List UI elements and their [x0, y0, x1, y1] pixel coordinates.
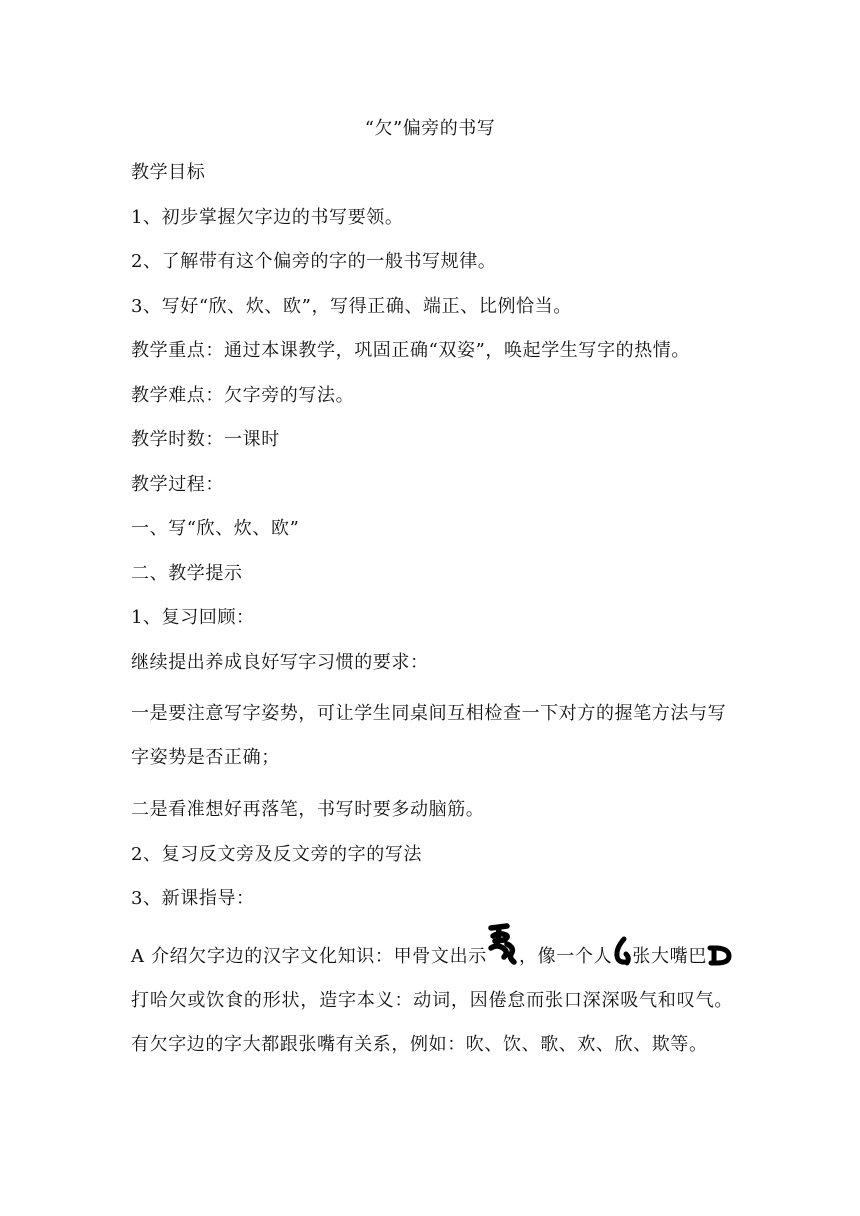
- paragraph-key-point: 教学重点：通过本课教学，巩固正确“双姿”，唤起学生写字的热情。: [131, 340, 691, 361]
- person-glyph-icon: [612, 936, 632, 968]
- paragraph-think-first: 二是看准想好再落笔，书写时要多动脑筋。: [131, 799, 485, 820]
- paragraph-teaching-goals: 教学目标: [131, 162, 206, 183]
- paragraph-culture-knowledge: [131, 922, 733, 1067]
- paragraph-review: 1、复习回顾：: [131, 607, 255, 628]
- paragraph-goal-3: 3、写好“欣、炊、欧”，写得正确、端正、比例恰当。: [131, 295, 572, 317]
- document-title: “欠”偏旁的书写: [364, 118, 496, 139]
- culture-text-part1: A 介绍欠字边的汉字文化知识：甲骨文出示: [131, 946, 487, 967]
- open-mouth-glyph-icon: [707, 944, 733, 968]
- paragraph-step-1: 一、写“欣、炊、欧”: [131, 518, 300, 539]
- culture-text-part2: ，像一个人: [518, 946, 613, 967]
- paragraph-posture: 一是要注意写字姿势，可让学生同桌间互相检查一下对方的握笔方法与写字姿势是否正确；: [131, 703, 727, 768]
- paragraph-goal-2: 2、了解带有这个偏旁的字的一般书写规律。: [131, 251, 497, 272]
- culture-text-part4: 打哈欠或饮食的形状，造字本义：动词，因倦怠而张口深深吸气和叹气。有欠字边的字大都跟张嘴有关系，例如：吹、饮、歌、欢、欣、欺等。: [131, 990, 733, 1055]
- paragraph-process: 教学过程：: [131, 473, 224, 495]
- oracle-bone-qian-icon: [487, 922, 519, 968]
- paragraph-difficulty: 教学难点：欠字旁的写法。: [131, 384, 355, 406]
- document-body: [131, 158, 731, 929]
- paragraph-goal-1: 1、初步掌握欠字边的书写要领。: [131, 206, 404, 228]
- paragraph-step-2: 二、教学提示: [131, 562, 243, 584]
- paragraph-habit-requirements: 继续提出养成良好写字习惯的要求：: [131, 651, 429, 673]
- paragraph-review-radical: 2、复习反文旁及反文旁的字的写法: [131, 843, 423, 865]
- paragraph-class-hours: 教学时数：一课时: [131, 429, 280, 450]
- culture-text-part3: 张大嘴巴: [632, 946, 707, 967]
- paragraph-new-lesson: 3、新课指导：: [131, 888, 255, 909]
